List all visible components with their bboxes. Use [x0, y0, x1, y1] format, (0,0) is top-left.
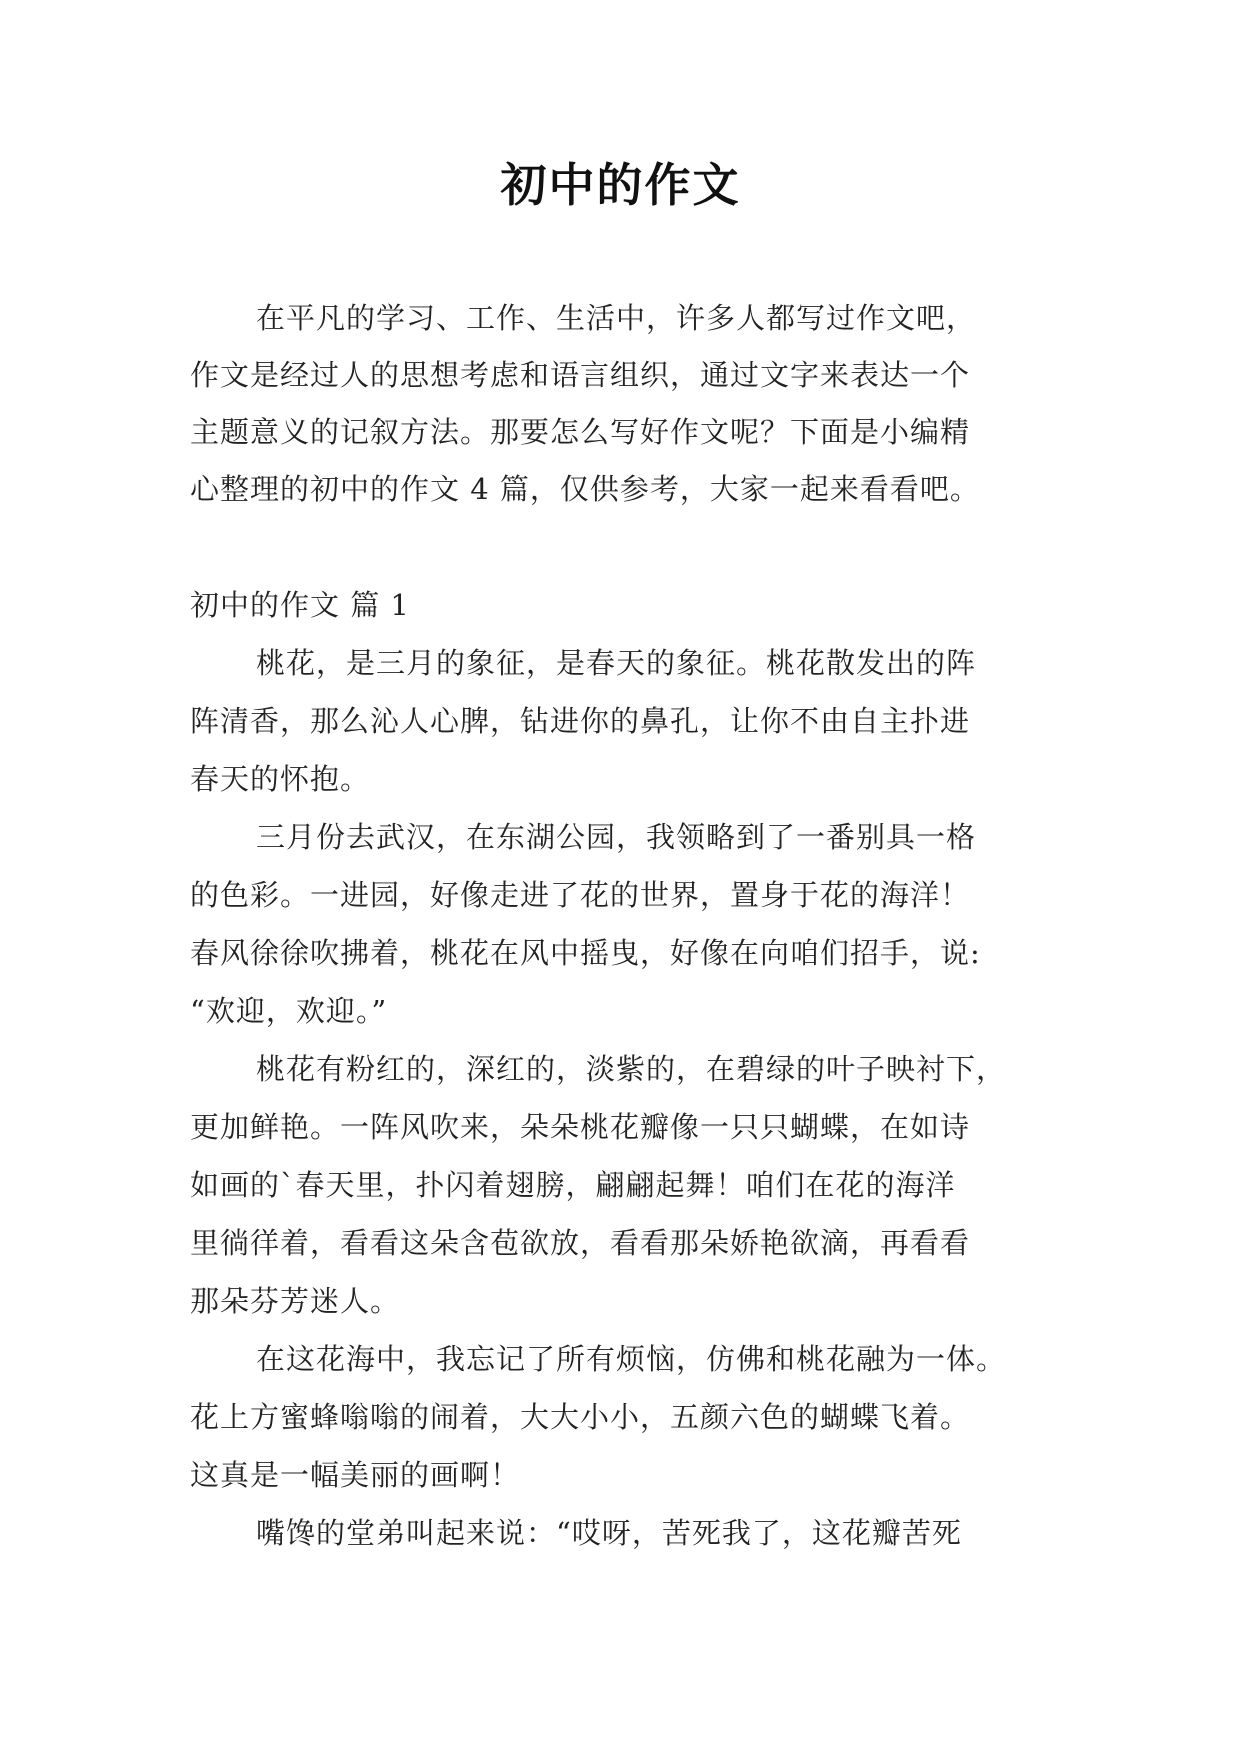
essay-body: [190, 634, 1070, 1562]
text-line: 更加鲜艳。一阵风吹来，朵朵桃花瓣像一只只蝴蝶，在如诗: [190, 1110, 971, 1144]
text-line: 里徜徉着，看看这朵含苞欲放，看看那朵娇艳欲滴，再看看: [190, 1226, 971, 1260]
intro-paragraph: [190, 290, 1070, 518]
text-line: 心整理的初中的作文 4 篇，仅供参考，大家一起来看看吧。: [190, 472, 980, 506]
text-line: 的色彩。一进园，好像走进了花的世界，置身于花的海洋！: [190, 878, 971, 912]
text-line: “欢迎，欢迎。”: [190, 994, 388, 1028]
text-line: 桃花有粉红的，深红的，淡紫的，在碧绿的叶子映衬下，: [256, 1052, 1007, 1086]
text-line: 作文是经过人的思想考虑和语言组织，通过文字来表达一个: [190, 358, 971, 392]
text-line: 在平凡的学习、工作、生活中，许多人都写过作文吧，: [256, 301, 977, 335]
text-line: 主题意义的记叙方法。那要怎么写好作文呢？下面是小编精: [190, 415, 971, 449]
text-line: 嘴馋的堂弟叫起来说：“哎呀，苦死我了，这花瓣苦死: [256, 1516, 962, 1550]
text-line: 阵清香，那么沁人心脾，钻进你的鼻孔，让你不由自主扑进: [190, 704, 971, 738]
text-line: 春风徐徐吹拂着，桃花在风中摇曳，好像在向咱们招手，说:: [190, 936, 981, 970]
text-line: 春天的怀抱。: [190, 762, 371, 796]
document-title: 初中的作文: [500, 158, 741, 212]
text-line: 三月份去武汉，在东湖公园，我领略到了一番别具一格: [256, 820, 977, 854]
text-line: 桃花，是三月的象征，是春天的象征。桃花散发出的阵: [256, 646, 977, 680]
section-heading: 初中的作文 篇 1: [190, 588, 410, 622]
text-line: 这真是一幅美丽的画啊！: [190, 1458, 521, 1492]
text-line: 在这花海中，我忘记了所有烦恼，仿佛和桃花融为一体。: [256, 1342, 1007, 1376]
text-line: 花上方蜜蜂嗡嗡的闹着，大大小小，五颜六色的蝴蝶飞着。: [190, 1400, 971, 1434]
text-line: 那朵芬芳迷人。: [190, 1284, 401, 1318]
text-line: 如画的`春天里，扑闪着翅膀，翩翩起舞！咱们在花的海洋: [190, 1168, 956, 1202]
